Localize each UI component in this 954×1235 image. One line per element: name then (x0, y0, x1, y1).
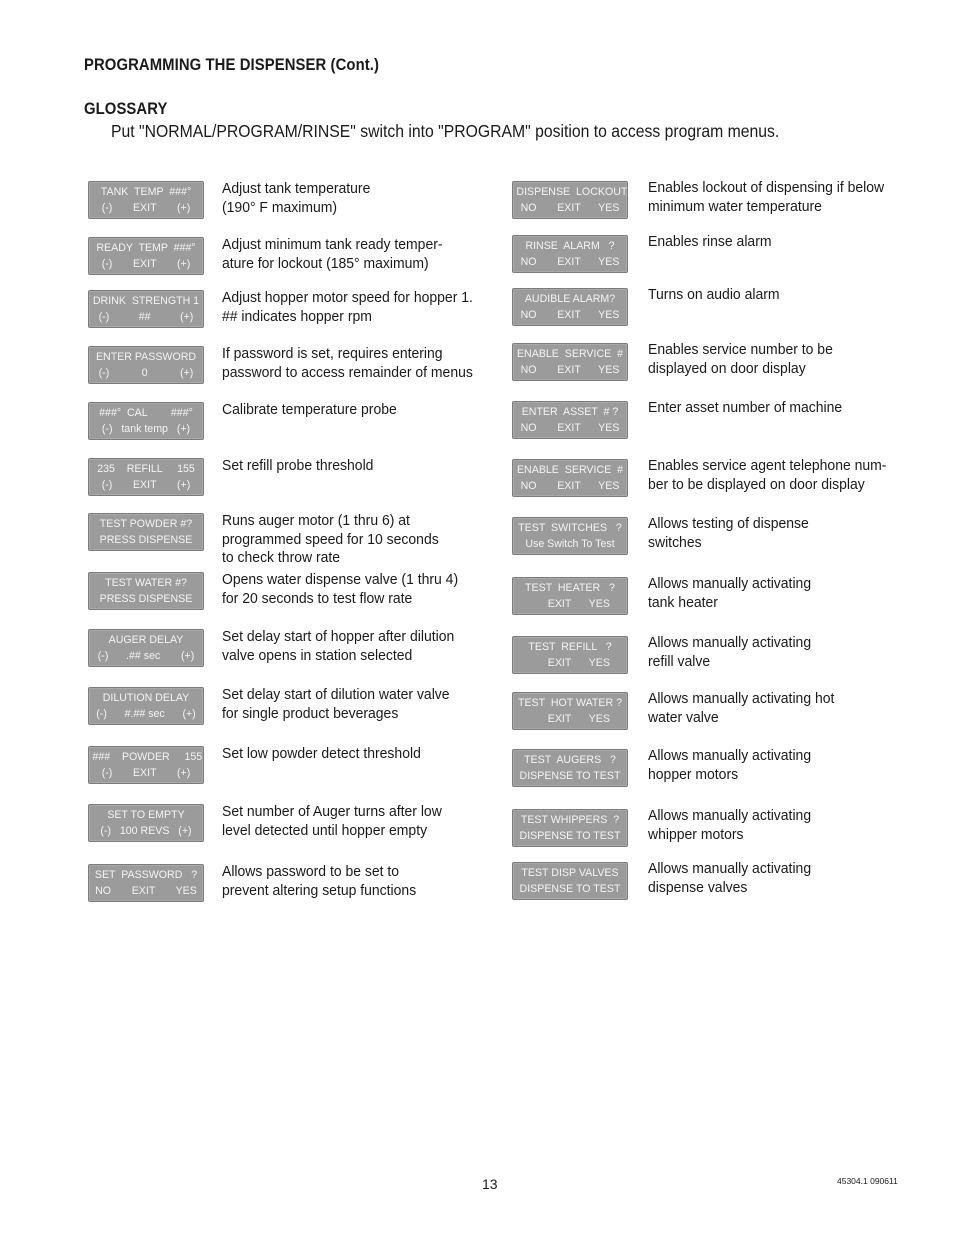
description-line: Adjust hopper motor speed for hopper 1. (222, 289, 473, 306)
description-line: If password is set, requires entering (222, 345, 443, 362)
lcd-display (88, 181, 204, 219)
lcd-display (88, 458, 204, 496)
lcd-line-2: (-) 100 REVS (+) (100, 825, 192, 837)
lcd-line-2: EXIT YES (530, 657, 610, 669)
description-line: Allows manually activating (648, 575, 812, 592)
lcd-line-2: (-) tank temp (+) (101, 423, 191, 435)
lcd-display (512, 692, 628, 730)
lcd-line-2: EXIT YES (530, 713, 610, 725)
lcd-line-2: (-) 0 (+) (98, 367, 194, 379)
lcd-line-1: TEST SWITCHES ? (518, 522, 622, 534)
description-line: Enables lockout of dispensing if below (648, 179, 885, 196)
description-line: refill valve (648, 652, 711, 670)
item-description (648, 341, 896, 378)
lcd-line-1: TEST WATER #? (105, 577, 187, 589)
description-line: level detected until hopper empty (222, 821, 428, 839)
description-line: Runs auger motor (1 thru 6) at (222, 512, 410, 529)
lcd-line-2: NO EXIT YES (95, 885, 197, 897)
description-line: ## indicates hopper rpm (222, 307, 372, 325)
lcd-line-1: TEST REFILL ? (528, 641, 612, 653)
item-description (648, 860, 896, 897)
lcd-line-2: (-) .## sec (+) (97, 650, 195, 662)
lcd-line-2: DISPENSE TO TEST (519, 830, 621, 842)
lcd-line-1: ### POWDER 155 (92, 751, 203, 763)
lcd-line-1: ENABLE SERVICE # (516, 348, 624, 360)
lcd-display (512, 235, 628, 273)
lcd-line-1: READY TEMP ###° (96, 242, 196, 254)
description-line: Enables rinse alarm (648, 233, 772, 250)
description-line: prevent altering setup functions (222, 881, 417, 899)
lcd-line-2: NO EXIT YES (520, 202, 620, 214)
item-description (222, 686, 470, 723)
item-description (648, 807, 896, 844)
lcd-line-1: TEST HOT WATER ? (517, 697, 623, 709)
lcd-line-1: TEST POWDER #? (99, 518, 193, 530)
description-line: dispense valves (648, 878, 748, 896)
item-description (222, 345, 473, 382)
lcd-display (512, 809, 628, 847)
item-description (648, 747, 896, 784)
lcd-line-1: ENTER PASSWORD (95, 351, 197, 363)
description-line: Set delay start of dilution water valve (222, 686, 450, 703)
item-description (222, 512, 470, 568)
description-line: Set refill probe threshold (222, 457, 374, 474)
lcd-line-1: AUGER DELAY (108, 634, 184, 646)
lcd-line-2: (-) #.## sec (+) (96, 708, 196, 720)
lcd-line-2: NO EXIT YES (520, 422, 620, 434)
lcd-line-1: ENABLE SERVICE # (516, 464, 624, 476)
item-description (648, 286, 896, 305)
lcd-display (88, 346, 204, 384)
lcd-line-2: (-) EXIT (+) (101, 767, 191, 779)
lcd-display (88, 572, 204, 610)
item-description (222, 745, 470, 764)
description-line: Allows manually activating (648, 860, 812, 877)
description-line: Opens water dispense valve (1 thru 4) (222, 571, 459, 588)
lcd-line-1: ENTER ASSET # ? (521, 406, 619, 418)
description-line: Enables service number to be (648, 341, 833, 358)
item-description (222, 863, 470, 900)
description-line: Set number of Auger turns after low (222, 803, 442, 820)
description-line: Allows password to be set to (222, 863, 400, 880)
lcd-line-1: ###° CAL ###° (99, 407, 193, 419)
description-line: for single product beverages (222, 704, 399, 722)
lcd-line-2: PRESS DISPENSE (99, 534, 193, 546)
description-line: Turns on audio alarm (648, 286, 780, 303)
intro-text: Put "NORMAL/PROGRAM/RINSE" switch into "PROGRAM" position to access program menus. (111, 121, 780, 141)
lcd-line-2: Use Switch To Test (525, 538, 615, 550)
lcd-line-2: (-) EXIT (+) (101, 479, 191, 491)
lcd-display (512, 749, 628, 787)
lcd-display (88, 864, 204, 902)
lcd-display (512, 288, 628, 326)
description-line: whipper motors (648, 825, 744, 843)
item-description (648, 634, 896, 671)
item-description (648, 399, 896, 418)
description-line: Set low powder detect threshold (222, 745, 421, 762)
lcd-line-2: (-) ## (+) (98, 311, 194, 323)
item-description (222, 180, 470, 217)
lcd-line-1: RINSE ALARM ? (525, 240, 615, 252)
lcd-line-2: (-) EXIT (+) (101, 202, 191, 214)
lcd-display (512, 517, 628, 555)
lcd-display (512, 401, 628, 439)
lcd-line-1: SET TO EMPTY (107, 809, 185, 821)
lcd-line-2: DISPENSE TO TEST (519, 770, 621, 782)
description-line: Allows manually activating hot (648, 690, 835, 707)
description-line: Calibrate temperature probe (222, 401, 397, 418)
description-line: hopper motors (648, 765, 739, 783)
lcd-line-2: NO EXIT YES (520, 309, 620, 321)
description-line: tank heater (648, 593, 718, 611)
lcd-display (512, 459, 628, 497)
description-line: ber to be displayed on door display (648, 475, 865, 493)
description-line: to check throw rate (222, 549, 341, 567)
description-line: minimum water temperature (648, 197, 822, 215)
lcd-display (88, 746, 204, 784)
lcd-display (88, 687, 204, 725)
lcd-line-2: DISPENSE TO TEST (519, 883, 621, 895)
description-line: Set delay start of hopper after dilution (222, 628, 455, 645)
description-line: password to access remainder of menus (222, 363, 473, 381)
lcd-line-2: NO EXIT YES (520, 480, 620, 492)
lcd-line-1: TEST AUGERS ? (524, 754, 616, 766)
description-line: Allows manually activating (648, 634, 812, 651)
page-number: 13 (482, 1176, 498, 1192)
item-description (222, 803, 470, 840)
lcd-display (88, 513, 204, 551)
description-line: displayed on door display (648, 359, 806, 377)
lcd-display (88, 290, 204, 328)
lcd-display (512, 862, 628, 900)
description-line: (190° F maximum) (222, 198, 338, 216)
lcd-line-1: AUDIBLE ALARM? (524, 293, 616, 305)
item-description (222, 457, 470, 476)
lcd-line-1: SET PASSWORD ? (94, 869, 198, 881)
lcd-display (88, 402, 204, 440)
description-line: Adjust minimum tank ready temper- (222, 236, 443, 253)
item-description (648, 179, 896, 216)
description-line: Enables service agent telephone num- (648, 457, 887, 474)
doc-number: 45304.1 090611 (837, 1176, 898, 1186)
item-description (222, 628, 470, 665)
lcd-display (512, 636, 628, 674)
item-description (222, 571, 470, 608)
lcd-line-1: DRINK STRENGTH 1 (92, 295, 200, 307)
item-description (648, 457, 896, 494)
item-description (222, 401, 470, 420)
lcd-line-1: TEST HEATER ? (525, 582, 615, 594)
item-description (648, 515, 896, 552)
lcd-line-2: NO EXIT YES (520, 364, 620, 376)
description-line: programmed speed for 10 seconds (222, 530, 439, 548)
lcd-line-1: DISPENSE LOCKOUT (516, 186, 628, 198)
lcd-display (512, 343, 628, 381)
item-description (648, 233, 896, 252)
description-line: Allows manually activating (648, 807, 812, 824)
lcd-line-2: PRESS DISPENSE (99, 593, 193, 605)
description-line: for 20 seconds to test flow rate (222, 589, 413, 607)
lcd-display (88, 804, 204, 842)
item-description (648, 690, 896, 727)
lcd-line-1: TANK TEMP ###° (100, 186, 192, 198)
lcd-line-1: TEST DISP VALVES (521, 867, 619, 879)
lcd-display (88, 237, 204, 275)
description-line: Adjust tank temperature (222, 180, 371, 197)
lcd-line-1: DILUTION DELAY (102, 692, 190, 704)
description-line: water valve (648, 708, 719, 726)
description-line: Allows testing of dispense (648, 515, 809, 532)
item-description (222, 289, 473, 326)
description-line: Allows manually activating (648, 747, 812, 764)
lcd-display (88, 629, 204, 667)
lcd-line-2: (-) EXIT (+) (101, 258, 191, 270)
lcd-display (512, 577, 628, 615)
glossary-heading: GLOSSARY (84, 100, 168, 118)
description-line: Enter asset number of machine (648, 399, 843, 416)
item-description (648, 575, 896, 612)
lcd-line-2: NO EXIT YES (520, 256, 620, 268)
lcd-line-1: TEST WHIPPERS ? (520, 814, 620, 826)
description-line: ature for lockout (185° maximum) (222, 254, 429, 272)
lcd-line-1: 235 REFILL 155 (97, 463, 195, 475)
lcd-line-2: EXIT YES (530, 598, 610, 610)
description-line: valve opens in station selected (222, 646, 413, 664)
lcd-display (512, 181, 628, 219)
description-line: switches (648, 533, 702, 551)
page-title: PROGRAMMING THE DISPENSER (Cont.) (84, 56, 380, 74)
item-description (222, 236, 470, 273)
